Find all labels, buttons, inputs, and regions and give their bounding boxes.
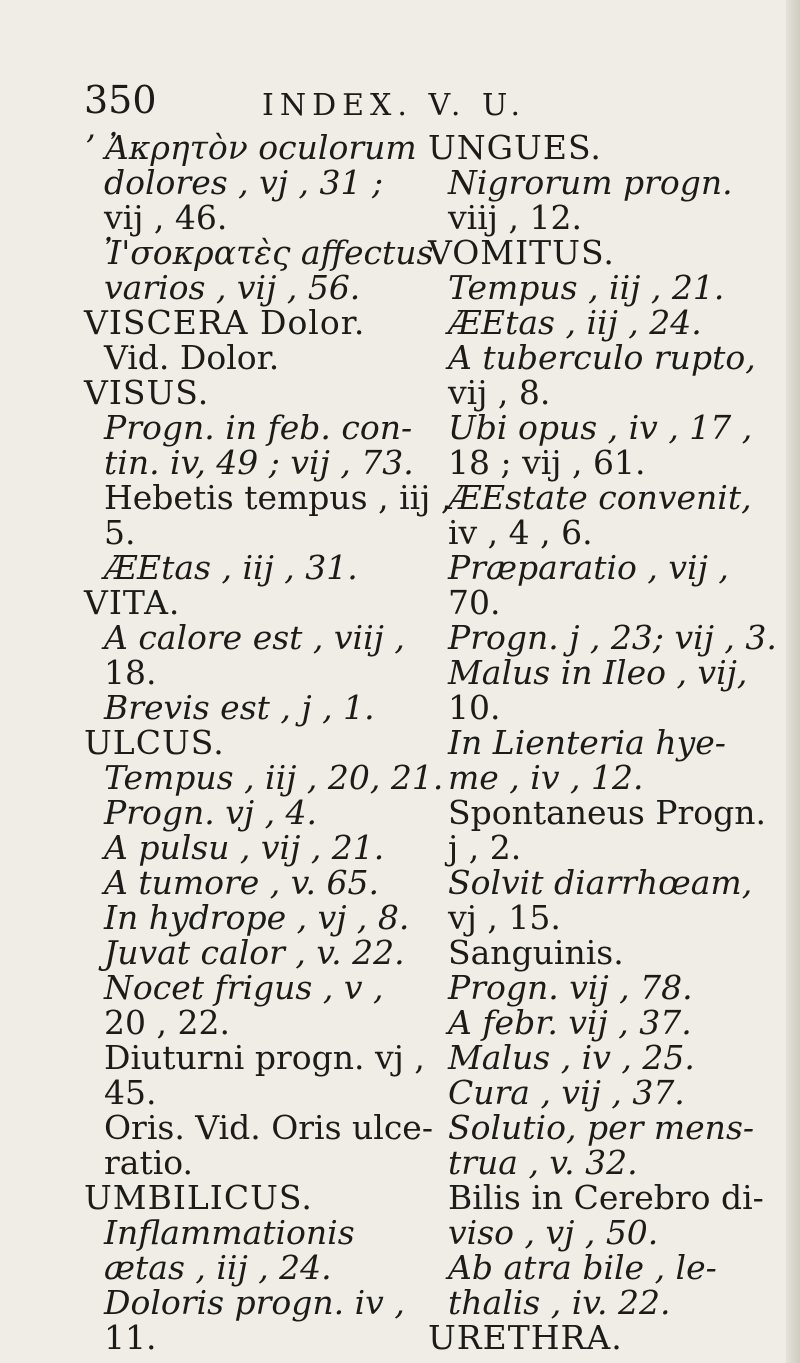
index-entry-line: vij , 8. [448,373,551,412]
index-heading: VITA. [84,583,181,622]
index-entry-line: Bilis in Cerebro di- [448,1178,764,1217]
index-entry-line: vj , 15. [448,898,561,937]
index-entry-line: Cura , vij , 37. [448,1073,685,1112]
index-entry-line: Inflammationis [104,1213,355,1252]
index-entry-line: In hydrope , vj , 8. [104,898,410,937]
index-entry-line: 18 ; vij , 61. [448,443,646,482]
index-entry-line: Vid. Dolor. [104,338,280,377]
index-entry-line: viij , 12. [448,198,582,237]
index-entry-line: Ἰ'σοκρατὲς affectus [104,233,434,272]
index-entry-line: vij , 46. [104,198,228,237]
index-entry-line: Progn. j , 23; vij , 3. [448,618,777,657]
index-entry-line: ÆEstate convenit, [448,478,752,517]
index-entry-line: Oris. Vid. Oris ulce- [104,1108,433,1147]
index-entry-line: 18. [104,653,157,692]
index-entry-line: ʼ Ἀκρητὸν oculorum [84,128,417,167]
index-entry-line: 70. [448,583,501,622]
index-entry-line: 5. [104,513,136,552]
index-entry-line: Tempus , iij , 20, 21. [104,758,444,797]
index-heading: VOMITUS. [428,233,615,272]
index-entry-line: Doloris progn. iv , [104,1283,405,1322]
index-entry-line: Progn. vij , 78. [448,968,693,1007]
index-entry-line: ratio. [104,1143,194,1182]
index-heading: URETHRA. [428,1318,623,1357]
index-entry-line: Sanguinis. [448,933,624,972]
index-entry-line: me , iv , 12. [448,758,644,797]
index-heading: VISUS. [84,373,210,412]
index-entry-line: Ubi opus , iv , 17 , [448,408,753,447]
index-entry-line: Nigrorum progn. [448,163,733,202]
index-entry-line: Diuturni progn. vj , [104,1038,425,1077]
index-entry-line: Malus in Ileo , vij, [448,653,748,692]
index-entry-line: Spontaneus Progn. [448,793,766,832]
index-entry-line: Tempus , iij , 21. [448,268,725,307]
index-entry-line: A calore est , viij , [104,618,405,657]
index-entry-line: iv , 4 , 6. [448,513,593,552]
index-entry-line: 10. [448,688,501,727]
index-entry-line: A tumore , v. 65. [104,863,379,902]
index-heading: UNGUES. [428,128,602,167]
index-entry-line: dolores , vj , 31 ; [104,163,384,202]
page-number: 350 [84,78,157,122]
index-entry-line: A pulsu , vij , 21. [104,828,385,867]
index-entry-line: ÆEtas , iij , 31. [104,548,358,587]
index-entry-line: Progn. vj , 4. [104,793,318,832]
index-entry-line: varios , vij , 56. [104,268,361,307]
running-head: INDEX. V. U. [262,88,527,123]
index-entry-line: 45. [104,1073,157,1112]
index-heading: UMBILICUS. [84,1178,313,1217]
page-header [84,78,784,128]
index-entry-line: trua , v. 32. [448,1143,638,1182]
index-heading: VISCERA Dolor. [84,303,366,342]
index-entry-line: ætas , iij , 24. [104,1248,332,1287]
index-entry-line: Juvat calor , v. 22. [104,933,405,972]
page-edge-shadow [786,0,800,1363]
index-entry-line: A febr. vij , 37. [448,1003,692,1042]
right-column [428,128,777,1357]
index-entry-line: ÆEtas , iij , 24. [448,303,702,342]
index-entry-line: Ab atra bile , le- [448,1248,717,1287]
index-entry-line: Solvit diarrhœam, [448,863,753,902]
index-entry-line: Nocet frigus , v , [104,968,384,1007]
index-entry-line: 20 , 22. [104,1003,230,1042]
index-entry-line: In Lienteria hye- [448,723,726,762]
index-entry-line: A tuberculo rupto, [448,338,756,377]
index-entry-line: thalis , iv. 22. [448,1283,671,1322]
index-entry-line: Præparatio , vij , [448,548,729,587]
index-entry-line: 11. [104,1318,157,1357]
index-entry-line: Brevis est , j , 1. [104,688,375,727]
index-entry-line: Progn. in feb. con- [104,408,413,447]
index-heading: ULCUS. [84,723,225,762]
index-entry-line: tin. iv, 49 ; vij , 73. [104,443,414,482]
index-entry-line: Solutio, per mens- [448,1108,755,1147]
index-entry-line: j , 2. [448,828,522,867]
index-entry-line: Malus , iv , 25. [448,1038,695,1077]
index-entry-line: Hebetis tempus , iij , [104,478,452,517]
index-entry-line: viso , vj , 50. [448,1213,659,1252]
left-column [84,128,452,1357]
